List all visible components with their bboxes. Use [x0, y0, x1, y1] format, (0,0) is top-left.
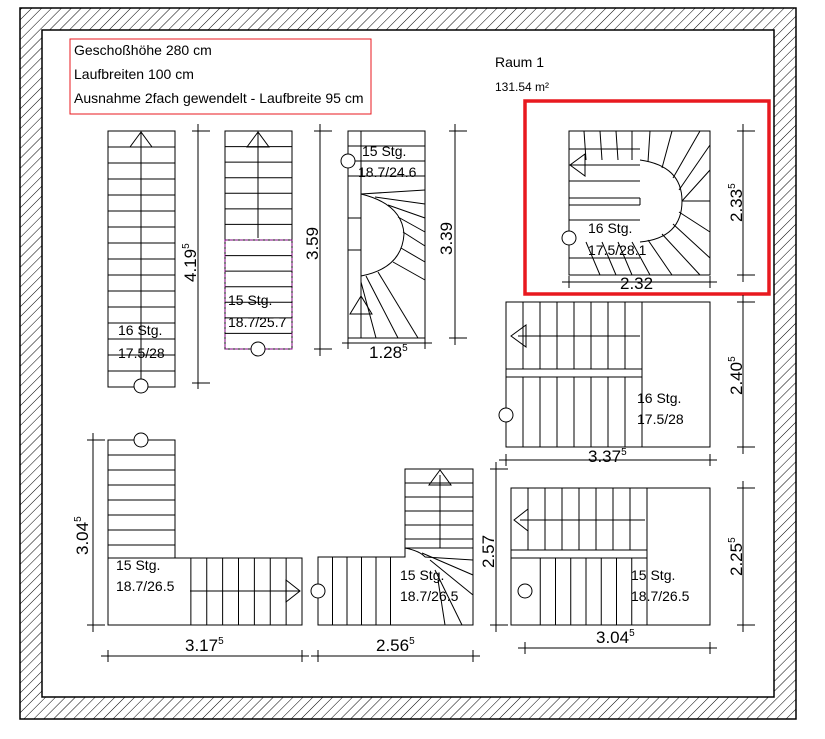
- tread-line: [682, 170, 710, 201]
- stair-5-dim-h-label: 2.40$^5$: [727, 356, 746, 395]
- note-line-2: Laufbreiten 100 cm: [74, 66, 194, 82]
- tread-line: [679, 145, 710, 190]
- stair-6[interactable]: [108, 433, 302, 625]
- stair-6-ratio: 18.7/26.5: [116, 578, 175, 594]
- stair-8-ratio: 18.7/26.5: [631, 588, 690, 604]
- stair-6-steps: 15 Stg.: [116, 557, 161, 573]
- tread-line: [366, 276, 398, 338]
- stair-2-steps: 15 Stg.: [228, 292, 273, 308]
- stair-7-dim-h-label: 2.57: [479, 534, 498, 568]
- tread-line: [616, 131, 618, 160]
- stair-2-ratio: 18.7/25.7: [228, 314, 287, 330]
- stair-6-dim-h-label: 3.04$^5$: [73, 516, 92, 555]
- tread-line: [403, 232, 425, 246]
- wall-frame: [20, 8, 796, 719]
- tread-line: [393, 262, 425, 280]
- stair-8-dim-h-label: 2.25$^5$: [727, 537, 746, 576]
- stair-4-dim-w-label: 2.32: [620, 274, 654, 293]
- stair-7-ratio: 18.7/26.5: [400, 588, 459, 604]
- stair-1-ratio: 17.5/28: [118, 345, 165, 361]
- note-line-1: Geschoßhöhe 280 cm: [74, 42, 212, 58]
- stair-2-dim-label: 3.59: [303, 226, 322, 260]
- tread-line: [648, 131, 650, 162]
- stair-7-steps: 15 Stg.: [400, 567, 445, 583]
- stair-1-steps: 16 Stg.: [118, 322, 163, 338]
- stair-4-ratio: 17.5/28.1: [588, 242, 647, 258]
- stair-4-dim-h-label: 2.33$^5$: [727, 183, 746, 222]
- tread-line: [648, 240, 672, 275]
- tread-line: [662, 131, 672, 168]
- stair-1-dim-label: 4.19$^5$: [181, 243, 200, 282]
- tread-line: [375, 197, 425, 204]
- stair-3-dim-w-label: 1.28$^5$: [369, 343, 408, 362]
- stair-5-ratio: 17.5/28: [637, 411, 684, 427]
- stair-5-dim-w-label: 3.37$^5$: [588, 447, 627, 466]
- tread-line: [388, 205, 425, 218]
- stair-3-steps: 15 Stg.: [362, 143, 407, 159]
- tread-line: [378, 272, 418, 338]
- tread-line: [361, 190, 425, 194]
- stair-4-steps: 16 Stg.: [588, 220, 633, 236]
- stair-8-steps: 15 Stg.: [631, 567, 676, 583]
- stair-5-steps: 16 Stg.: [637, 390, 682, 406]
- stair-3[interactable]: [341, 131, 425, 338]
- note-line-3: Ausnahme 2fach gewendelt - Laufbreite 95 cm: [74, 90, 364, 106]
- room-name: Raum 1: [495, 54, 545, 70]
- tread-line: [673, 131, 700, 178]
- stair-6-dim-w-label: 3.17$^5$: [185, 636, 224, 655]
- tread-line: [679, 212, 710, 232]
- stair-3-ratio: 18.7/24.6: [358, 164, 417, 180]
- tread-line: [600, 131, 602, 160]
- tread-line: [673, 224, 710, 258]
- stair-8[interactable]: [511, 488, 710, 625]
- stair-8-dim-w-label: 3.04$^5$: [596, 628, 635, 647]
- room-area: 131.54 m²: [495, 80, 550, 94]
- stair-3-dim-h-label: 3.39: [437, 221, 456, 255]
- tread-line: [401, 248, 425, 262]
- stair-7-dim-w-label: 2.56$^5$: [376, 636, 415, 655]
